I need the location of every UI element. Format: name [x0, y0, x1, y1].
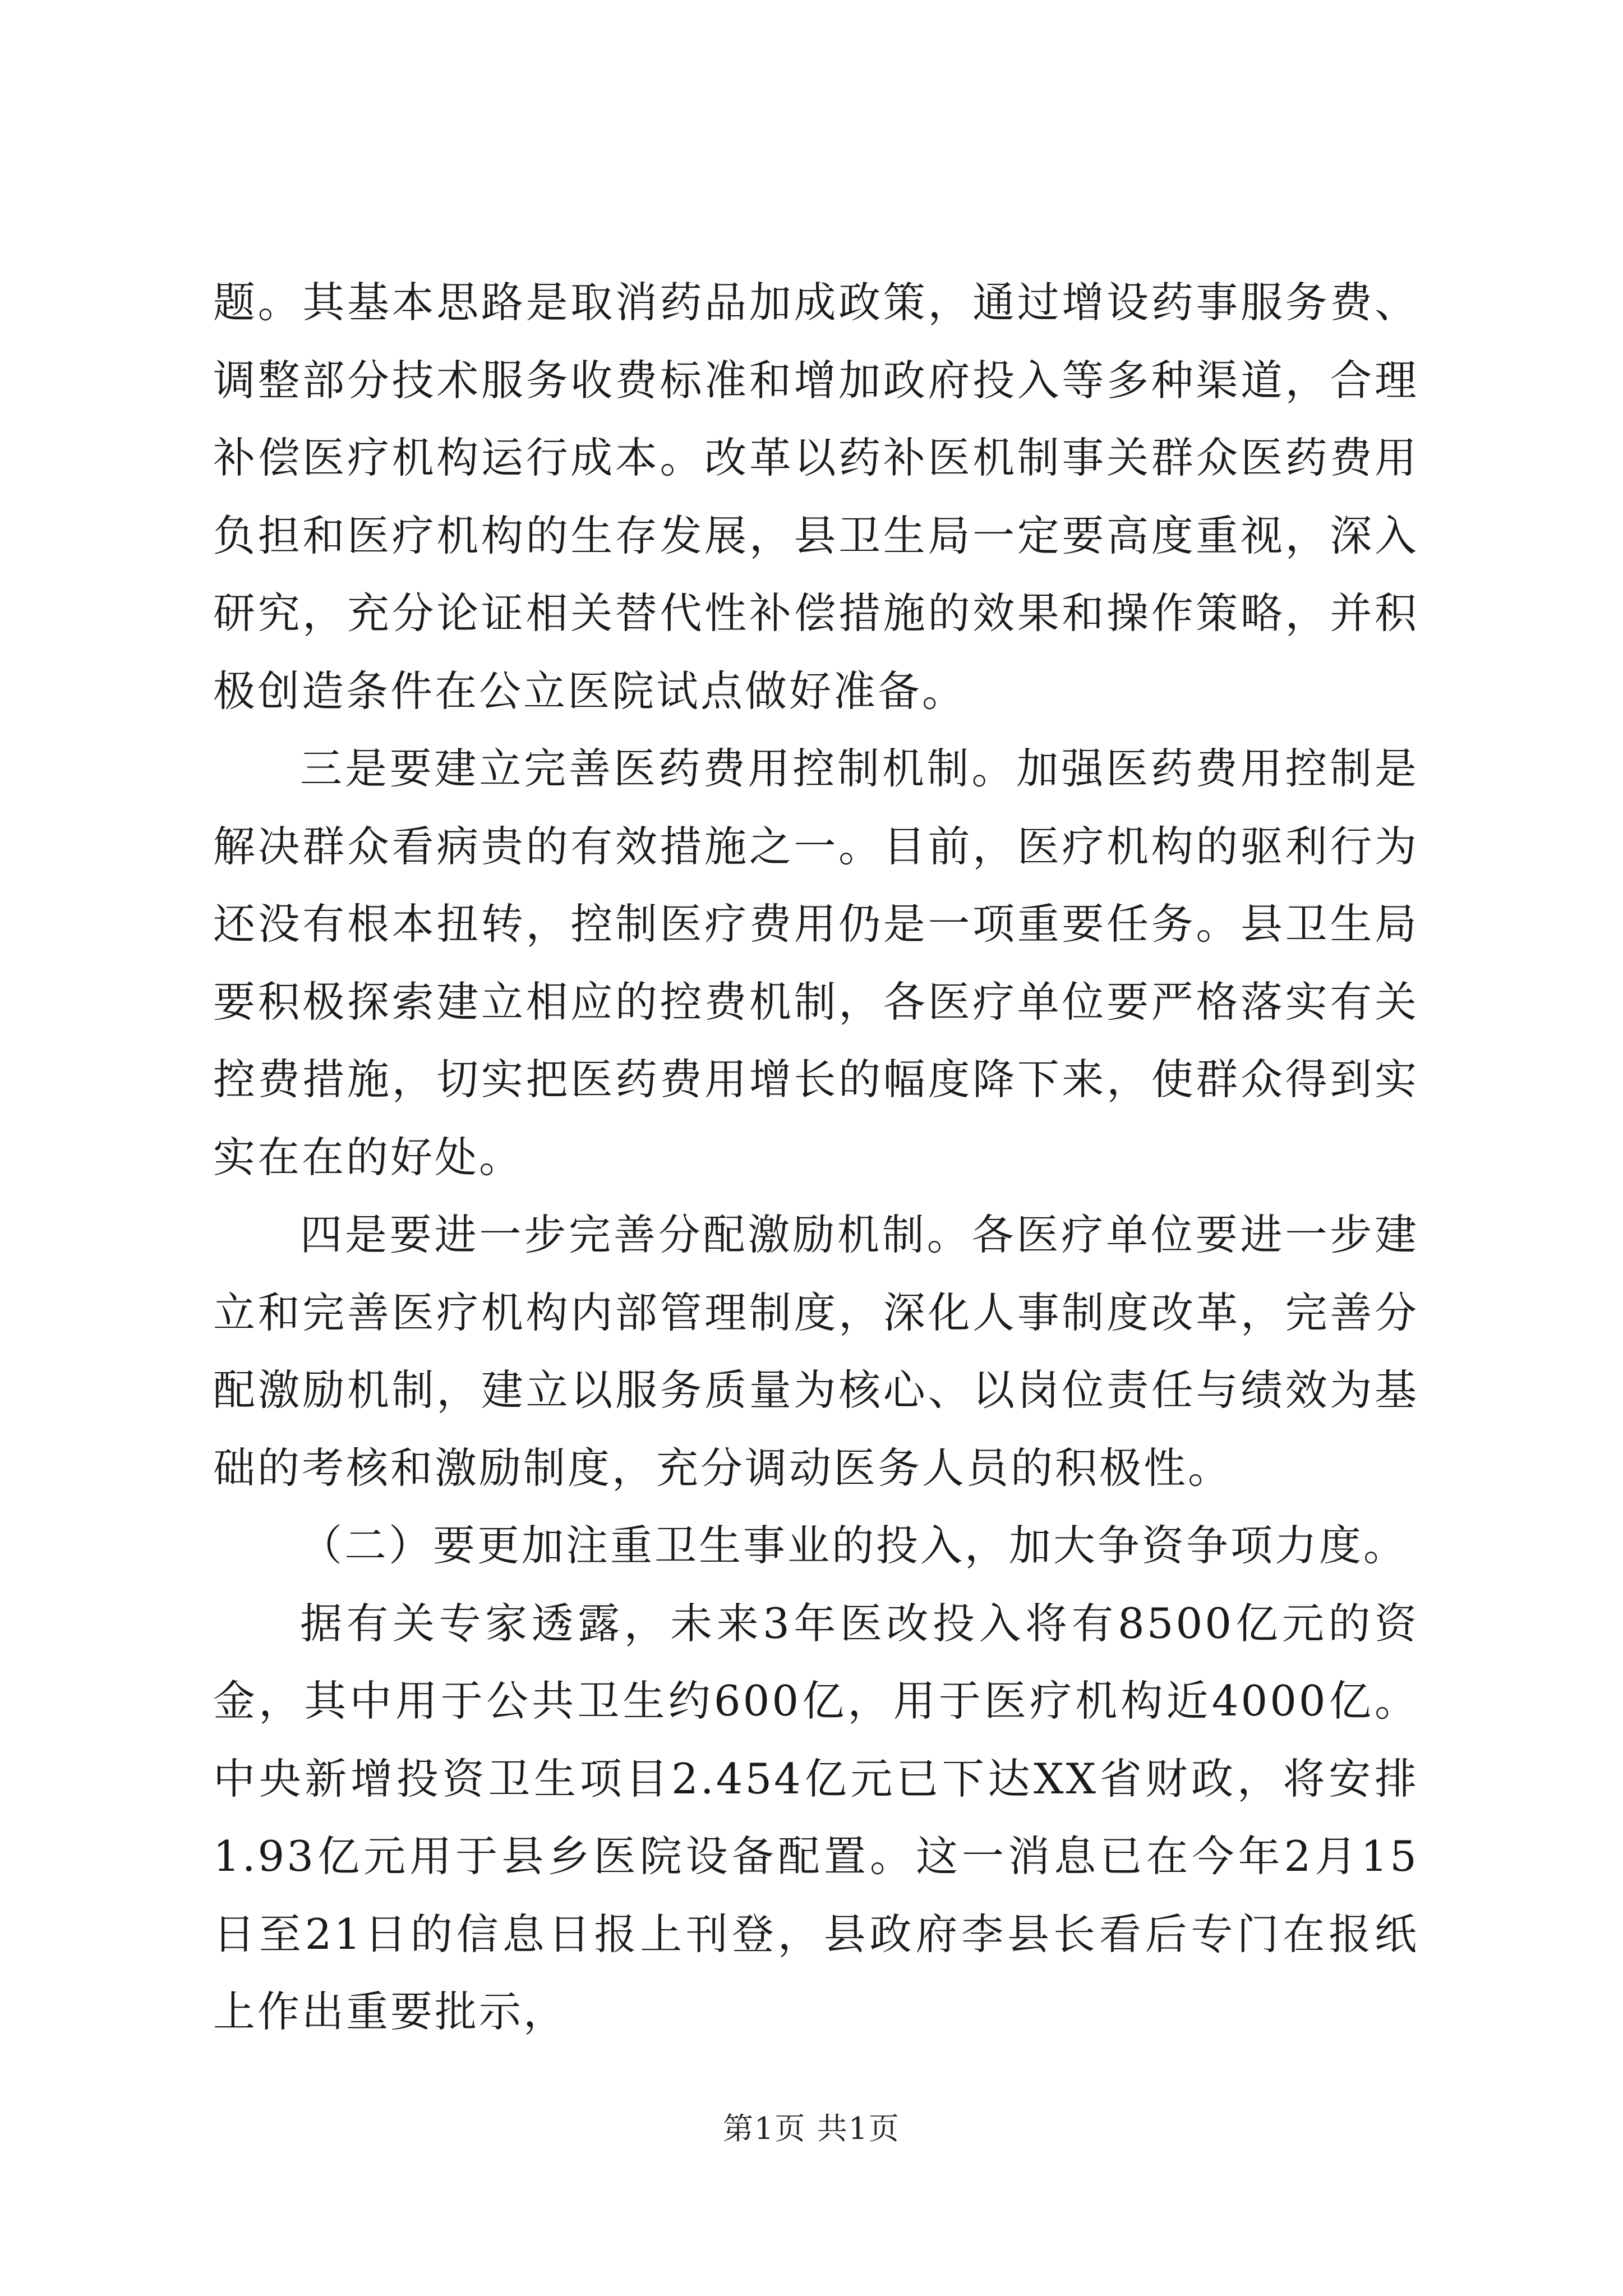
- paragraph-4: 据有关专家透露，未来3年医改投入将有8500亿元的资金，其中用于公共卫生约600亿，用于医疗机构近4000亿。中央新增投资卫生项目2.454亿元已下达XX省财政，将安排1.93亿元用于县乡医院设备配置。这一消息已在今年2月15日至21日的信息日报上刊登，县政府李县长看后专门在报纸上作出重要批示，: [213, 1598, 1419, 2036]
- document-body: [213, 264, 1419, 2051]
- paragraph-2: 三是要建立完善医药费用控制机制。加强医药费用控制是解决群众看病贵的有效措施之一。目前，医疗机构的驱利行为还没有根本扭转，控制医疗费用仍是一项重要任务。县卫生局要积极探索建立相应的控费机制，各医疗单位要严格落实有关控费措施，切实把医药费用增长的幅度降下来，使群众得到实实在在的好处。: [213, 744, 1419, 1182]
- paragraph-1: 题。其基本思路是取消药品加成政策，通过增设药事服务费、调整部分技术服务收费标准和增加政府投入等多种渠道，合理补偿医疗机构运行成本。改革以药补医机制事关群众医药费用负担和医疗机构的生存发展，县卫生局一定要高度重视，深入研究，充分论证相关替代性补偿措施的效果和操作策略，并积极创造条件在公立医院试点做好准备。: [213, 278, 1419, 716]
- paragraph-3: 四是要进一步完善分配激励机制。各医疗单位要进一步建立和完善医疗机构内部管理制度，深化人事制度改革，完善分配激励机制，建立以服务质量为核心、以岗位责任与绩效为基础的考核和激励制度，充分调动医务人员的积极性。: [213, 1210, 1419, 1493]
- page-number-label: 第1页 共1页: [723, 2111, 900, 2146]
- section-subheading: （二）要更加注重卫生事业的投入，加大争资争项力度。: [300, 1521, 1408, 1570]
- page-footer: [0, 2109, 1623, 2148]
